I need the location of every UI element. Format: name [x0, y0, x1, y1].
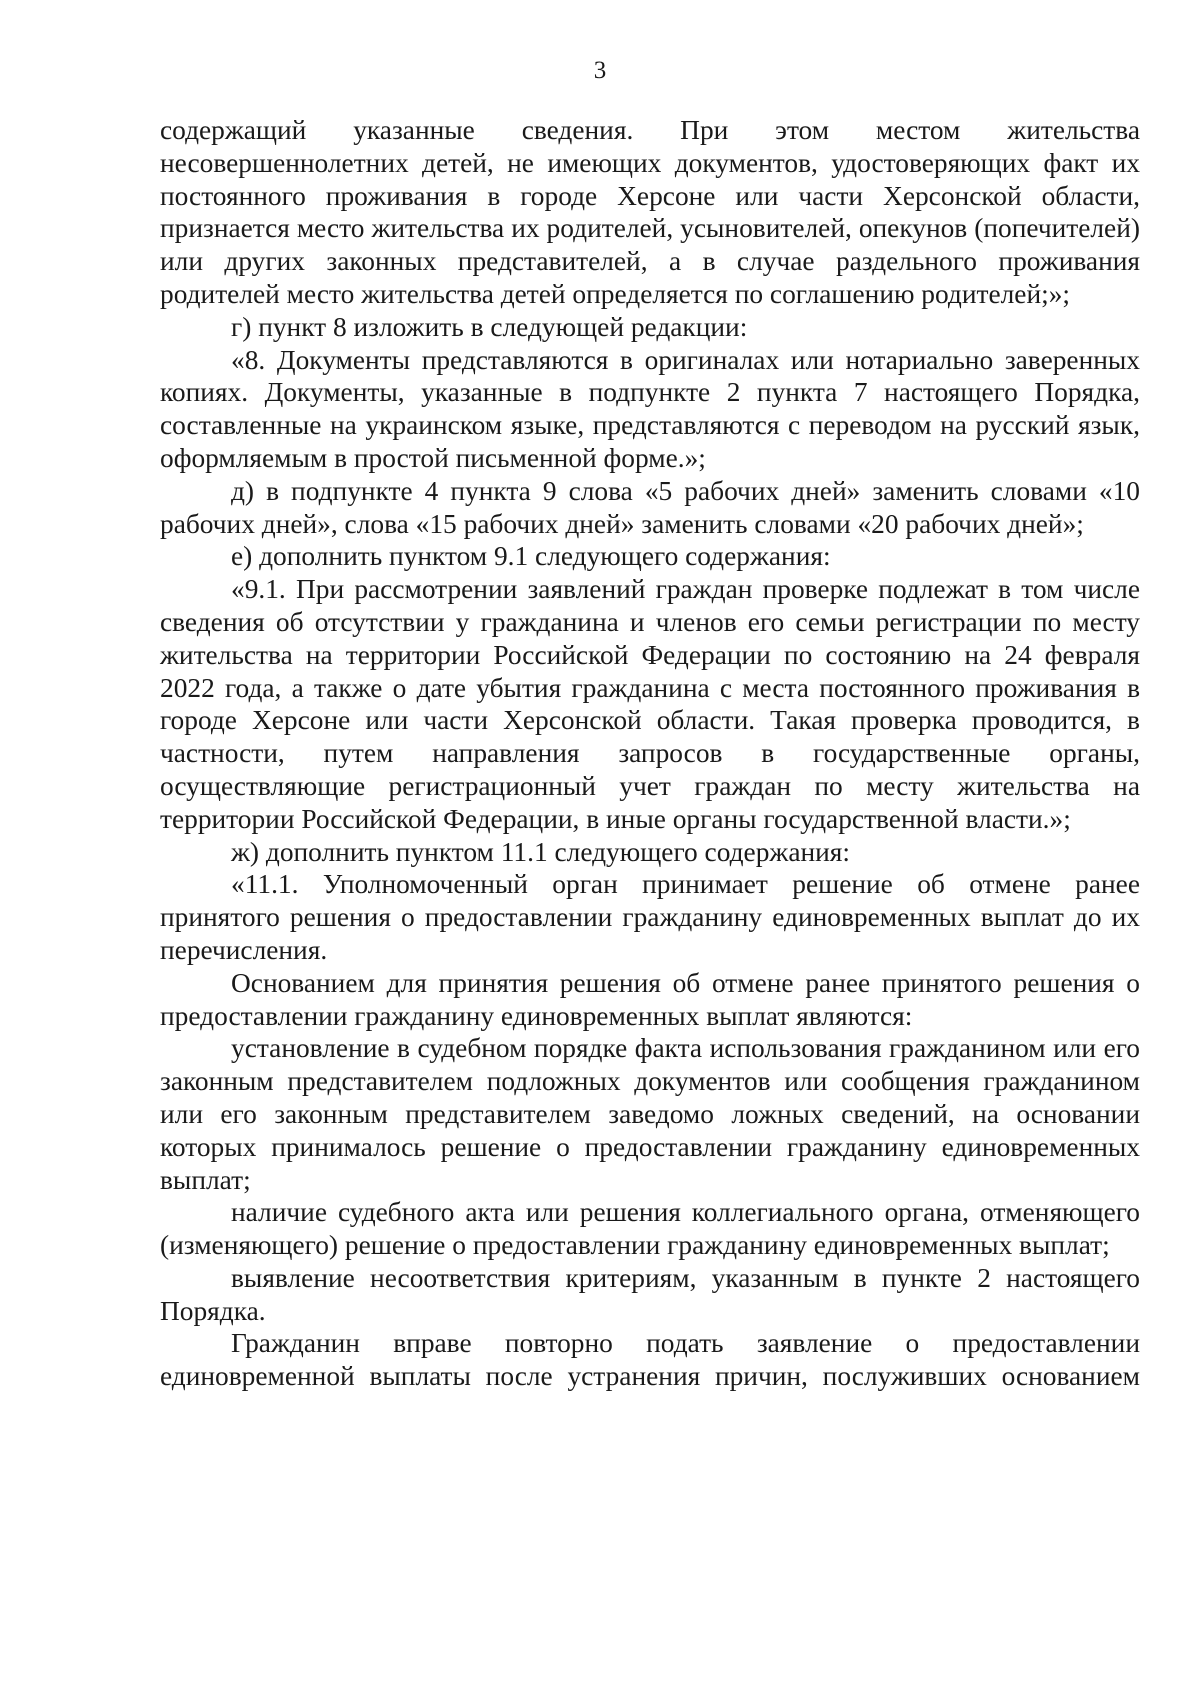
paragraph-1: содержащий указанные сведения. При этом местом жительства несовершеннолетних детей, не имеющих документов, удостоверяющих факт их постоянного проживания в городе Херсоне или части Херсонской области, признается место жительства их родителей, усыновителей, опекунов (попечителей) или других законных представителей, а в случае раздельного проживания родителей место жительства детей определяется по соглашению родителей;»;: [160, 115, 1140, 309]
paragraph-13: Гражданин вправе повторно подать заявление о предоставлении единовременной выплаты после устранения причин, послуживших основанием: [160, 1328, 1140, 1392]
paragraph-12: выявление несоответствия критериям, указанным в пункте 2 настоящего Порядка.: [160, 1262, 1140, 1326]
paragraph-5: е) дополнить пунктом 9.1 следующего содержания:: [231, 541, 831, 572]
paragraph-9: Основанием для принятия решения об отмене ранее принятого решения о предоставлении гражданину единовременных выплат являются:: [160, 967, 1140, 1031]
paragraph-7: ж) дополнить пунктом 11.1 следующего содержания:: [231, 836, 851, 867]
page-number: 3: [593, 57, 607, 84]
paragraph-2: г) пункт 8 изложить в следующей редакции:: [231, 311, 748, 342]
paragraph-3: «8. Документы представляются в оригиналах или нотариально заверенных копиях. Документы, указанные в подпункте 2 пункта 7 настоящего Порядка, составленные на украинском языке, представляются с переводом на русский язык, оформляемым в простой письменной форме.»;: [160, 344, 1140, 473]
paragraph-6: «9.1. При рассмотрении заявлений граждан проверке подлежат в том числе сведения об отсутствии у гражданина и членов его семьи регистрации по месту жительства на территории Российской Федерации по состоянию на 24 февраля 2022 года, а также о дате убытия гражданина с места постоянного проживания в городе Херсоне или части Херсонской области. Такая проверка проводится, в частности, путем направления запросов в государственные органы, осуществляющие регистрационный учет граждан по месту жительства на территории Российской Федерации, в иные органы государственной власти.»;: [160, 574, 1140, 834]
paragraph-8: «11.1. Уполномоченный орган принимает решение об отмене ранее принятого решения о предоставлении гражданину единовременных выплат до их перечисления.: [160, 869, 1140, 965]
document-body: [160, 114, 1140, 1393]
paragraph-10: установление в судебном порядке факта использования гражданином или его законным представителем подложных документов или сообщения гражданином или его законным представителем заведомо ложных сведений, на основании которых принималось решение о предоставлении гражданину единовременных выплат;: [160, 1033, 1140, 1195]
paragraph-4: д) в подпункте 4 пункта 9 слова «5 рабочих дней» заменить словами «10 рабочих дней», слова «15 рабочих дней» заменить словами «20 рабочих дней»;: [160, 475, 1140, 539]
paragraph-11: наличие судебного акта или решения коллегиального органа, отменяющего (изменяющего) решение о предоставлении гражданину единовременных выплат;: [160, 1197, 1140, 1261]
